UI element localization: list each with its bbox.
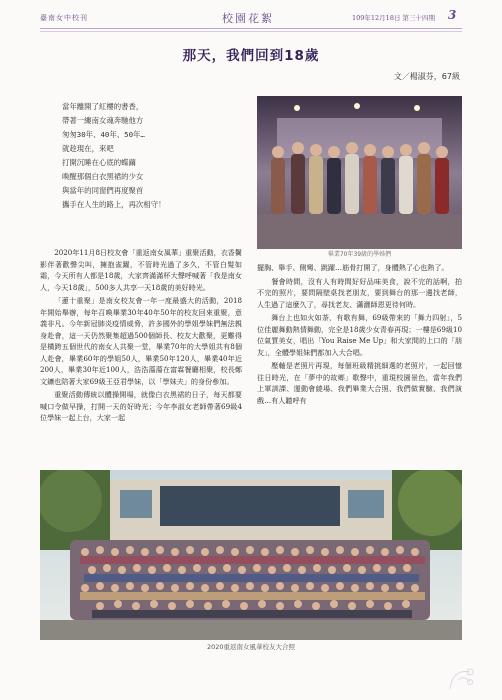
article-column-right	[257, 262, 462, 408]
poem-line: 就趁現在，來吧	[62, 144, 114, 153]
issue-date: 109年12月18日 第三十四期	[352, 14, 436, 22]
poem-line: 匆匆30年、40年、50年…	[62, 130, 145, 139]
poem	[62, 100, 242, 212]
poem-line: 打開沉睡在心底的蝶繭	[62, 158, 136, 167]
page-header	[0, 0, 502, 38]
poem-line: 當年離開了紅樓的書香，	[62, 102, 144, 111]
poem-line: 帶著一縷南女魂奔馳他方	[62, 116, 144, 125]
page-number: 3	[448, 8, 457, 22]
school-name: 臺南女中校刊	[40, 14, 88, 22]
paragraph: 重聚活動傳統以體操開場，就像白衣黑裙的日子，每天都要喊口令做早操，打開一天的好時光；今年李淑女老師帶著69級4位學妹一起上台，大家一起	[40, 390, 242, 422]
header-divider	[40, 28, 462, 29]
section-title: 校園花絮	[222, 12, 274, 25]
article-author: 文／楊淑芬，67級	[393, 72, 460, 81]
paragraph: 壓軸是老照片再現，每個班級精挑細選的老照片，一起回憶往日時光，在「夢中的故鄉」歌聲中，重現校園景色，當年我們上軍訓課、運動會繞場、我們畢業大合照、我們做實驗、我們演戲…有人聽呼有	[257, 361, 462, 405]
group-photo	[40, 470, 462, 640]
poem-line: 與當年的同窗們再度聚首	[62, 186, 144, 195]
photo-caption: 2020重返南女風華校友大合照	[206, 643, 296, 651]
poem-line: 喚醒那個白衣黑裙的少女	[62, 172, 144, 181]
flower-decoration-icon	[440, 664, 480, 694]
paragraph: 餐會時間，沒有人有時間好好品味美食，說不完的話啊，拍不完的照片，要問隔壁桌找老朋友，要到舞台的那一邊找老師，人生過了這麼久了，尋找老友、瀟灑師恩更待何時。	[257, 276, 462, 309]
paragraph: 「蓮十重聚」是南女校友會一年一度最盛大的活動，2018年開始舉辦，每年召喚畢業30年40年50年的校友回來重聚，意義非凡。今年新冠肺炎疫情威脅，許多國外的學姐學妹們無法親身赴會，這一天仍然聚集超過500個師長、校友大歡聚，更難得是橫跨五個世代的南女人共聚一堂，畢業70年的大學姐共有8個人赴會，畢業60年的學姐50人，畢業50年120人，畢業40年近200人，畢業30年近100人，浩浩蕩蕩在富霖餐廳相聚，校長鄭文鑛也陪著大家69級王亞君學妹，以「學妹夫」的身份參加。	[40, 296, 242, 386]
paragraph: 舞台上也如火如荼，有歌有舞，69級帶來的「舞力四射」，5位佳麗舞動熱情舞動，完全是18歲少女青春再現；一樓是69級10位氣質美女，唱出「You Raise Me Up」和大家間的上口的「朋友」，全體學姐妹們都加入大合唱。	[257, 313, 462, 357]
paragraph: 擺胸、舉手、側彎、跳躍…筋骨打開了，身體熱了心也熱了。	[257, 263, 449, 272]
article-title: 那天，我們回到18歲	[182, 48, 320, 64]
photo-caption: 畢業70年39級的學姊們	[327, 251, 392, 258]
poem-line: 攜手在人生的路上，再次相守！	[62, 200, 166, 209]
paragraph: 2020年11月8日校友會「重返南女風華」重聚活動，衣香鬢影伴著歡聲尖叫，擁抱雀躍，不管時光過了多久，不管白髮如霜，今天所有人都是18歲，大家齊滿滿杯大聲呼喊著「我是南女人，今天18歲」，500多人共享一天18歲的美好時光。	[40, 248, 242, 292]
article-column-left	[40, 247, 242, 426]
header-divider-thin	[40, 31, 462, 32]
alumni-stage-photo	[257, 96, 462, 249]
